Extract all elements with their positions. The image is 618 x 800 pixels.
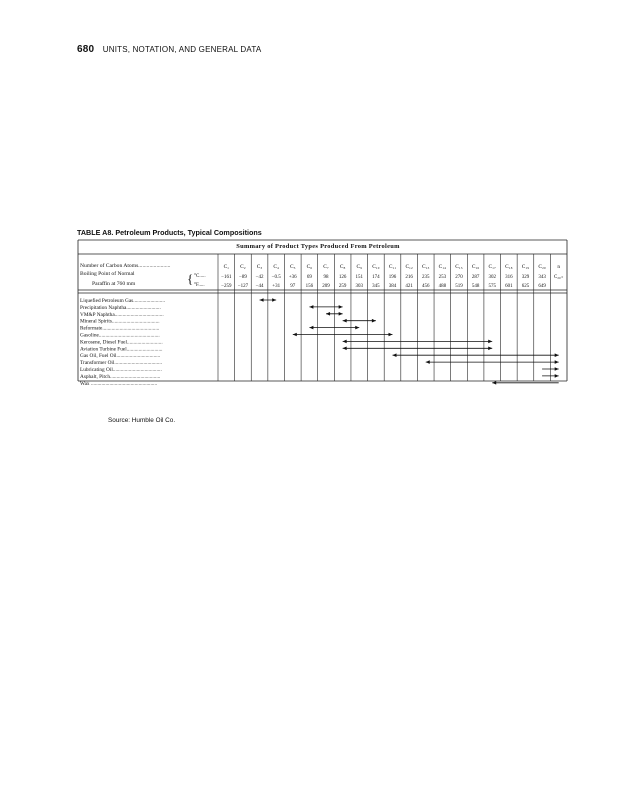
boiling-point-fahrenheit: −44 bbox=[255, 284, 264, 289]
product-name: Liquefied Petroleum Gas........................ bbox=[80, 298, 166, 304]
carbon-number: C₇ bbox=[323, 264, 329, 270]
boiling-point-celsius: 174 bbox=[372, 275, 380, 280]
carbon-number: C₁ bbox=[223, 264, 230, 270]
carbon-number: C₃ bbox=[256, 264, 263, 270]
boiling-point-celsius: −0.5 bbox=[271, 275, 281, 280]
right-arrowhead bbox=[488, 340, 492, 344]
boiling-point-fahrenheit: 156 bbox=[305, 284, 314, 289]
right-arrowhead bbox=[372, 319, 376, 323]
left-arrowhead bbox=[343, 347, 347, 351]
boiling-point-celsius: 287 bbox=[471, 275, 480, 280]
product-name: Lubricating Oil..................................... bbox=[80, 367, 162, 373]
boiling-point-fahrenheit: −259 bbox=[221, 284, 232, 289]
boiling-point-celsius: 98 bbox=[323, 275, 329, 280]
left-arrowhead bbox=[343, 340, 347, 344]
carbon-number: C₁₅ bbox=[455, 264, 463, 270]
boiling-point-celsius: −89 bbox=[239, 275, 247, 280]
carbon-number: C₄ bbox=[273, 264, 279, 270]
column-headers bbox=[221, 264, 564, 289]
boiling-point-celsius: −42 bbox=[255, 275, 264, 280]
right-arrowhead bbox=[339, 305, 343, 309]
boiling-point-fahrenheit: 456 bbox=[421, 284, 430, 289]
boiling-point-fahrenheit: 625 bbox=[521, 284, 530, 289]
boiling-point-celsius: 343 bbox=[538, 275, 546, 280]
boiling-point-celsius: 151 bbox=[355, 275, 364, 280]
carbon-number: C₁₉ bbox=[521, 264, 530, 270]
carbon-number: C₉ bbox=[356, 264, 363, 270]
boiling-point-celsius: 329 bbox=[521, 275, 530, 280]
right-arrowhead bbox=[272, 298, 276, 302]
product-name: Precipitation Naphtha.......................... bbox=[80, 304, 161, 311]
left-arrowhead bbox=[492, 381, 496, 385]
left-arrowhead bbox=[426, 360, 430, 364]
boiling-point-fahrenheit: +31 bbox=[272, 284, 281, 289]
carbon-number: C₁₁ bbox=[388, 264, 397, 270]
carbon-number: C₈ bbox=[339, 264, 346, 270]
product-name: Gasoline.............................................. bbox=[80, 332, 160, 339]
carbon-number: C₅ bbox=[290, 264, 296, 270]
product-name: Wax .................................................. bbox=[80, 380, 158, 387]
left-arrowhead bbox=[260, 298, 264, 302]
boiling-point-fahrenheit: 259 bbox=[338, 284, 347, 289]
boiling-point-celsius: 235 bbox=[421, 275, 430, 280]
boiling-point-celsius: 316 bbox=[505, 275, 513, 280]
right-arrowhead bbox=[555, 374, 559, 378]
boiling-point-fahrenheit: 421 bbox=[405, 284, 413, 289]
right-arrowhead bbox=[555, 360, 559, 364]
left-arrowhead bbox=[293, 333, 297, 337]
right-arrowhead bbox=[339, 312, 343, 316]
boiling-point-celsius: 253 bbox=[438, 275, 447, 280]
boiling-point-fahrenheit: 488 bbox=[438, 284, 447, 289]
product-name: Transformer Oil.................................... bbox=[80, 360, 163, 367]
table-title: TABLE A8. Petroleum Products, Typical Compositions bbox=[77, 228, 262, 237]
boiling-point-celsius: 196 bbox=[388, 275, 397, 280]
boiling-point-celsius: 270 bbox=[455, 275, 463, 280]
boiling-point-fahrenheit: 601 bbox=[505, 284, 513, 289]
boiling-point-fahrenheit: 345 bbox=[372, 284, 380, 289]
table-banner: Summary of Product Types Produced From Petroleum bbox=[236, 243, 400, 250]
carbon-number: C₆ bbox=[306, 264, 313, 270]
product-name: Asphalt, Pitch...................................... bbox=[80, 373, 161, 380]
left-arrowhead bbox=[309, 326, 313, 330]
boiling-point-fahrenheit: 649 bbox=[538, 284, 546, 289]
boiling-point-fahrenheit: 97 bbox=[290, 284, 296, 289]
carbon-number: C₁₀ bbox=[372, 264, 380, 270]
product-name: Aviation Turbine Fuel........................... bbox=[80, 346, 163, 353]
source-note: Source: Humble Oil Co. bbox=[108, 417, 176, 424]
carbon-atoms-label: Number of Carbon Atoms....................... bbox=[80, 263, 171, 269]
right-arrowhead bbox=[555, 353, 559, 357]
product-name: Gas Oil, Fuel Oil................................. bbox=[80, 353, 161, 360]
boiling-point-celsius: 126 bbox=[338, 275, 347, 280]
product-rows bbox=[80, 297, 559, 387]
right-arrowhead bbox=[389, 333, 393, 337]
boiling-point-fahrenheit: 209 bbox=[322, 284, 330, 289]
boiling-point-fahrenheit: 575 bbox=[488, 284, 496, 289]
right-arrowhead bbox=[555, 367, 559, 371]
carbon-number: C₁₄ bbox=[438, 264, 447, 270]
running-title: UNITS, NOTATION, AND GENERAL DATA bbox=[102, 45, 262, 54]
boiling-point-fahrenheit: 519 bbox=[455, 284, 463, 289]
boiling-point-celsius: 302 bbox=[488, 275, 496, 280]
left-arrowhead bbox=[343, 319, 347, 323]
boiling-point-fahrenheit: −127 bbox=[237, 284, 249, 289]
carbon-number: C₁₆ bbox=[471, 264, 480, 270]
boiling-point-fahrenheit: 384 bbox=[388, 284, 397, 289]
boiling-point-celsius: 216 bbox=[405, 275, 413, 280]
product-name: Kerosene, Diesel Fuel........................... bbox=[80, 339, 163, 346]
left-arrowhead bbox=[309, 305, 313, 309]
left-arrowhead bbox=[393, 353, 397, 357]
carbon-number: C₂ bbox=[240, 264, 246, 270]
fahrenheit-unit: °F..... bbox=[194, 283, 205, 288]
left-arrowhead bbox=[326, 312, 330, 316]
boiling-point-fahrenheit: 548 bbox=[471, 284, 480, 289]
product-name: Reformate........................................... bbox=[80, 325, 160, 332]
carbon-number: n bbox=[557, 264, 561, 270]
boiling-point-fahrenheit: 303 bbox=[355, 284, 364, 289]
product-name: Mineral Spirits.................................... bbox=[80, 318, 160, 325]
carbon-number: C₁₇ bbox=[488, 264, 496, 270]
right-arrowhead bbox=[355, 326, 359, 330]
carbon-number: C₁₂ bbox=[405, 264, 413, 270]
boiling-point-celsius: C₂₀₊ bbox=[553, 275, 564, 280]
page-number: 680 bbox=[77, 44, 95, 55]
boiling-point-label: Boiling Point of Normal bbox=[80, 271, 135, 277]
boiling-point-label-2: Paraffin at 760 mm bbox=[92, 281, 136, 287]
boiling-point-celsius: −161 bbox=[221, 275, 232, 280]
carbon-number: C₁₃ bbox=[422, 264, 430, 270]
brace: { bbox=[187, 271, 194, 286]
boiling-point-celsius: 69 bbox=[306, 275, 312, 280]
product-name: VM&P Naphtha..................................... bbox=[80, 311, 164, 318]
celsius-unit: °C..... bbox=[194, 274, 206, 279]
carbon-number: C₂₀ bbox=[538, 264, 546, 270]
right-arrowhead bbox=[488, 347, 492, 351]
carbon-number: C₁₈ bbox=[505, 264, 513, 270]
boiling-point-celsius: +36 bbox=[288, 275, 297, 280]
